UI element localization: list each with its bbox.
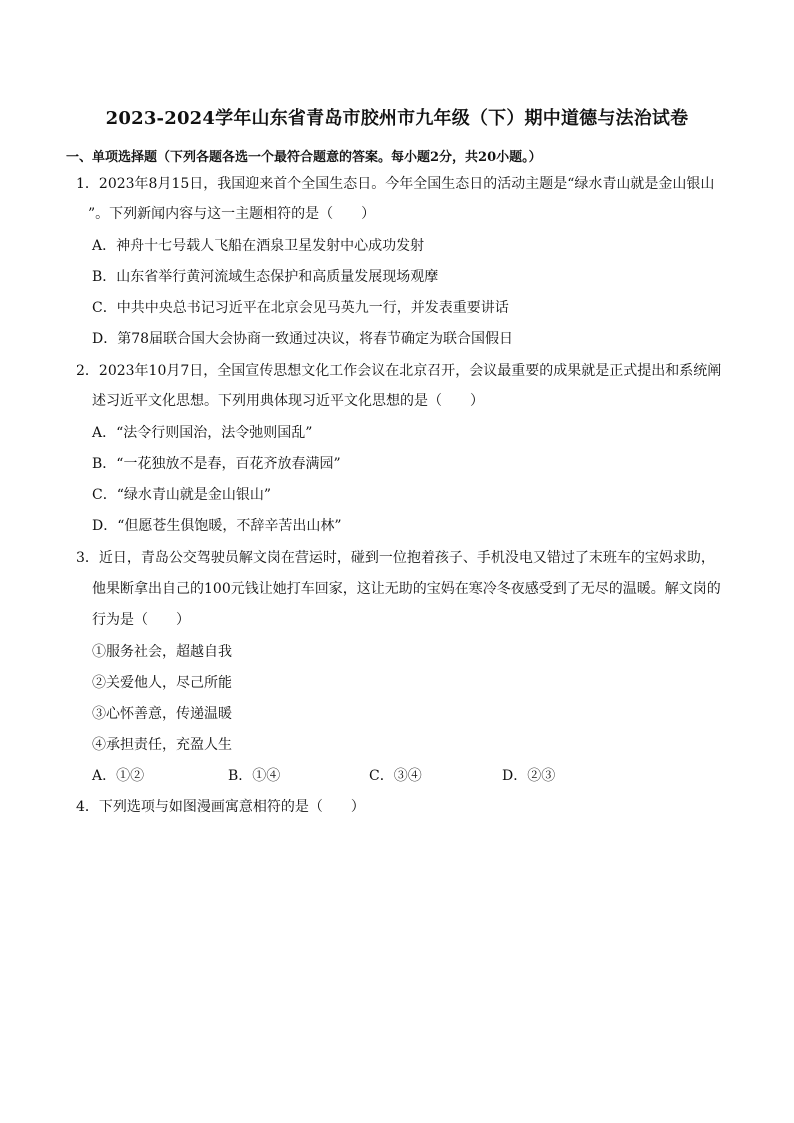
exam-title: 2023-2024学年山东省青岛市胶州市九年级（下）期中道德与法治试卷	[105, 108, 689, 129]
question-3-choice-a: A．①②	[92, 768, 145, 784]
question-2-option-b: B．“一花独放不是春，百花齐放春满园”	[92, 456, 341, 472]
question-2-option-d: D．“但愿苍生俱饱暖，不辞辛苦出山林”	[92, 518, 342, 534]
question-3-item-2: ②关爱他人，尽己所能	[92, 675, 232, 691]
question-4-line-1: 4．下列选项与如图漫画寓意相符的是（ ）	[76, 799, 365, 815]
section-heading: 一、单项选择题（下列各题各选一个最符合题意的答案。每小题2分，共20小题。）	[66, 150, 542, 165]
question-3-item-4: ④承担责任，充盈人生	[92, 737, 232, 753]
question-3-item-1: ①服务社会，超越自我	[92, 644, 232, 660]
question-1-line-1: 1．2023年8月15日，我国迎来首个全国生态日。今年全国生态日的活动主题是“绿水青山就是金山银山	[76, 176, 715, 192]
question-1-line-2: ”。下列新闻内容与这一主题相符的是（ ）	[88, 206, 376, 222]
question-1-option-c: C．中共中央总书记习近平在北京会见马英九一行，并发表重要讲话	[92, 300, 509, 316]
question-1-option-d: D．第78届联合国大会协商一致通过决议，将春节确定为联合国假日	[92, 331, 514, 347]
question-3-line-3: 行为是（ ）	[92, 612, 190, 628]
question-3-line-2: 他果断拿出自己的100元钱让她打车回家，这让无助的宝妈在寒冷冬夜感受到了无尽的温暖。解文岗的	[92, 581, 721, 597]
question-1-option-b: B．山东省举行黄河流域生态保护和高质量发展现场观摩	[92, 269, 439, 285]
question-3-line-1: 3．近日，青岛公交驾驶员解文岗在营运时，碰到一位抱着孩子、手机没电又错过了末班车的宝妈求助，	[76, 550, 715, 566]
question-2-line-2: 述习近平文化思想。下列用典体现习近平文化思想的是（ ）	[92, 393, 484, 409]
question-2-option-a: A．“法令行则国治，法令弛则国乱”	[92, 425, 313, 441]
question-3-choice-c: C．③④	[369, 768, 422, 784]
question-1-option-a: A．神舟十七号载人飞船在酒泉卫星发射中心成功发射	[92, 238, 425, 254]
question-3-item-3: ③心怀善意，传递温暖	[92, 706, 232, 722]
question-2-line-1: 2．2023年10月7日，全国宣传思想文化工作会议在北京召开，会议最重要的成果就是正式提出和系统阐	[76, 363, 722, 379]
question-3-choice-b: B．①④	[228, 768, 281, 784]
question-2-option-c: C．“绿水青山就是金山银山”	[92, 487, 272, 503]
question-3-choices	[92, 767, 612, 785]
question-3-choice-d: D．②③	[502, 768, 556, 784]
